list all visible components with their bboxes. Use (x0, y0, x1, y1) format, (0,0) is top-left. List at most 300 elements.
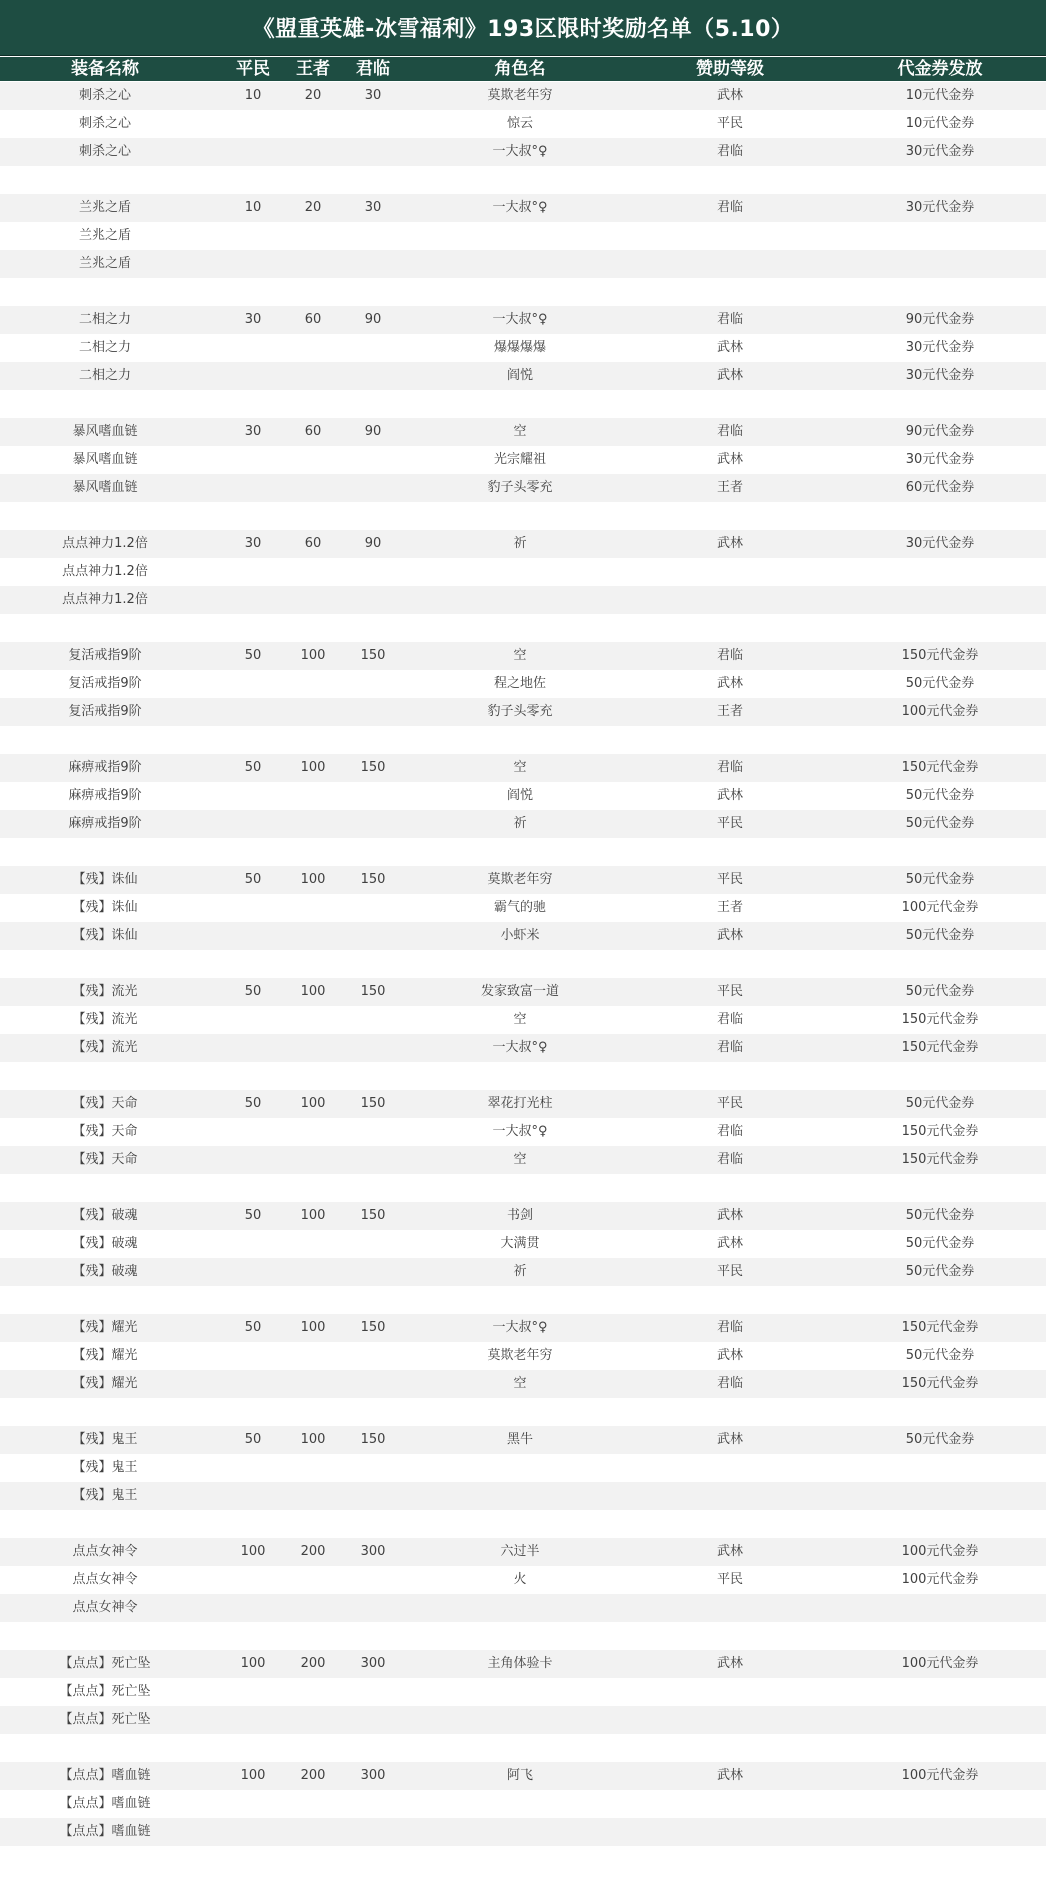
table-row (0, 810, 1046, 838)
cell-item-name (30, 1510, 180, 1538)
cell-sponsor-level: 平民 (716, 984, 743, 999)
cell-role-name (450, 250, 590, 278)
cell-sponsor-level: 君临 (716, 200, 743, 215)
cell-junlin: 300 (360, 1768, 386, 1783)
cell-sponsor-level: 君临 (716, 760, 743, 775)
cell-junlin (348, 1258, 398, 1286)
cell-junlin (348, 362, 398, 390)
cell-voucher (880, 950, 1000, 978)
cell-pingmin (228, 502, 278, 530)
cell-junlin (348, 1286, 398, 1314)
cell-pingmin (228, 782, 278, 810)
table-row (0, 1090, 1046, 1118)
cell-pingmin: 50 (244, 872, 262, 887)
cell-junlin (348, 138, 398, 166)
cell-sponsor-level (700, 1482, 760, 1510)
cell-sponsor-level: 武林 (716, 1768, 743, 1783)
cell-sponsor-level (700, 838, 760, 866)
cell-voucher (880, 726, 1000, 754)
cell-wangzhe: 60 (304, 536, 322, 551)
cell-voucher: 50元代金券 (905, 984, 975, 999)
cell-voucher: 30元代金券 (905, 452, 975, 467)
cell-role-name (450, 586, 590, 614)
cell-sponsor-level (700, 950, 760, 978)
cell-wangzhe (288, 110, 338, 138)
cell-voucher: 30元代金券 (905, 368, 975, 383)
cell-role-name: 发家致富一道 (480, 984, 559, 999)
cell-role-name (450, 1510, 590, 1538)
cell-sponsor-level: 武林 (716, 1432, 743, 1447)
table-row (0, 1454, 1046, 1482)
cell-item-name: 兰兆之盾 (78, 256, 131, 271)
table-row (0, 1650, 1046, 1678)
cell-voucher: 100元代金券 (901, 1544, 979, 1559)
cell-wangzhe (288, 1174, 338, 1202)
cell-sponsor-level (700, 586, 760, 614)
cell-role-name (450, 1790, 590, 1818)
cell-pingmin (228, 1594, 278, 1622)
cell-junlin (348, 1454, 398, 1482)
cell-junlin: 150 (360, 1096, 386, 1111)
cell-role-name: 空 (513, 648, 527, 663)
cell-voucher: 150元代金券 (901, 648, 979, 663)
cell-junlin (348, 1034, 398, 1062)
cell-voucher: 100元代金券 (901, 704, 979, 719)
cell-item-name: 复活戒指9阶 (68, 648, 142, 663)
cell-role-name (450, 502, 590, 530)
cell-item-name: 【残】天命 (72, 1096, 138, 1111)
cell-wangzhe (288, 1230, 338, 1258)
cell-voucher (880, 838, 1000, 866)
cell-junlin (348, 1342, 398, 1370)
cell-pingmin: 30 (244, 424, 262, 439)
cell-pingmin (228, 1174, 278, 1202)
cell-sponsor-level: 武林 (716, 1348, 743, 1363)
cell-item-name: 暴风嗜血链 (72, 452, 138, 467)
cell-item-name: 【残】诛仙 (72, 872, 138, 887)
cell-sponsor-level: 平民 (716, 116, 743, 131)
cell-role-name: 祈 (513, 536, 527, 551)
cell-role-name: 一大叔°♀ (492, 1320, 548, 1335)
cell-item-name: 【残】破魂 (72, 1208, 138, 1223)
table-row (0, 1202, 1046, 1230)
cell-item-name: 【残】诛仙 (72, 900, 138, 915)
cell-wangzhe (288, 138, 338, 166)
cell-item-name (30, 614, 180, 642)
cell-wangzhe (288, 1482, 338, 1510)
cell-role-name: 光宗耀祖 (493, 452, 546, 467)
cell-wangzhe (288, 278, 338, 306)
cell-item-name: 复活戒指9阶 (68, 676, 142, 691)
title-bar (0, 0, 1046, 56)
cell-junlin (348, 782, 398, 810)
cell-pingmin (228, 1258, 278, 1286)
cell-pingmin (228, 894, 278, 922)
cell-wangzhe (288, 1706, 338, 1734)
table-row (0, 1538, 1046, 1566)
cell-wangzhe (288, 1258, 338, 1286)
cell-sponsor-level (700, 1678, 760, 1706)
cell-pingmin (228, 922, 278, 950)
cell-wangzhe (288, 334, 338, 362)
cell-item-name: 兰兆之盾 (78, 200, 131, 215)
cell-voucher: 30元代金券 (905, 536, 975, 551)
cell-sponsor-level: 武林 (716, 1236, 743, 1251)
cell-wangzhe (288, 810, 338, 838)
cell-pingmin (228, 1370, 278, 1398)
cell-role-name: 豹子头零充 (487, 480, 553, 495)
cell-sponsor-level: 王者 (716, 900, 743, 915)
header-wangzhe: 王者 (296, 59, 330, 79)
table-row (0, 530, 1046, 558)
header-sponsor-level: 赞助等级 (696, 59, 764, 79)
cell-sponsor-level: 君临 (716, 424, 743, 439)
cell-pingmin (228, 1818, 278, 1846)
cell-voucher: 50元代金券 (905, 872, 975, 887)
cell-role-name (450, 1594, 590, 1622)
cell-role-name: 火 (513, 1572, 527, 1587)
table-row (0, 1594, 1046, 1622)
table-row (0, 222, 1046, 250)
page-title: 《盟重英雄-冰雪福利》193区限时奖励名单（5.10） (252, 17, 794, 42)
cell-pingmin: 30 (244, 536, 262, 551)
cell-role-name (450, 726, 590, 754)
cell-sponsor-level (700, 166, 760, 194)
cell-junlin (348, 502, 398, 530)
cell-pingmin (228, 446, 278, 474)
cell-voucher: 50元代金券 (905, 1096, 975, 1111)
cell-wangzhe (288, 1146, 338, 1174)
cell-junlin (348, 278, 398, 306)
cell-wangzhe (288, 614, 338, 642)
table-row (0, 782, 1046, 810)
cell-junlin (348, 1622, 398, 1650)
cell-voucher (880, 1678, 1000, 1706)
cell-wangzhe (288, 250, 338, 278)
cell-sponsor-level: 武林 (716, 368, 743, 383)
cell-pingmin (228, 1734, 278, 1762)
cell-junlin (348, 726, 398, 754)
cell-voucher: 150元代金券 (901, 1124, 979, 1139)
cell-sponsor-level: 平民 (716, 1572, 743, 1587)
cell-sponsor-level: 君临 (716, 1320, 743, 1335)
table-row (0, 1762, 1046, 1790)
cell-junlin: 150 (360, 648, 386, 663)
cell-item-name: 【点点】嗜血链 (59, 1768, 151, 1783)
cell-role-name (450, 558, 590, 586)
cell-sponsor-level (700, 558, 760, 586)
cell-sponsor-level: 平民 (716, 872, 743, 887)
cell-wangzhe: 100 (300, 760, 326, 775)
cell-pingmin: 50 (244, 1320, 262, 1335)
cell-pingmin (228, 1034, 278, 1062)
table-row (0, 194, 1046, 222)
table-row (0, 1790, 1046, 1818)
table-row (0, 1622, 1046, 1650)
cell-sponsor-level (700, 1594, 760, 1622)
cell-wangzhe (288, 1622, 338, 1650)
cell-junlin (348, 1678, 398, 1706)
table-row (0, 334, 1046, 362)
cell-junlin (348, 950, 398, 978)
cell-junlin (348, 698, 398, 726)
cell-voucher: 50元代金券 (905, 1348, 975, 1363)
cell-voucher: 30元代金券 (905, 200, 975, 215)
cell-item-name (30, 1734, 180, 1762)
cell-wangzhe (288, 502, 338, 530)
cell-role-name: 霸气的驰 (493, 900, 546, 915)
cell-pingmin: 50 (244, 984, 262, 999)
table-row (0, 138, 1046, 166)
table-row (0, 1426, 1046, 1454)
cell-junlin (348, 1230, 398, 1258)
cell-voucher (880, 278, 1000, 306)
cell-role-name: 空 (513, 1152, 527, 1167)
cell-junlin (348, 1062, 398, 1090)
cell-voucher (880, 1062, 1000, 1090)
cell-sponsor-level (700, 1062, 760, 1090)
cell-wangzhe (288, 894, 338, 922)
cell-junlin (348, 670, 398, 698)
cell-wangzhe (288, 1566, 338, 1594)
cell-item-name (30, 726, 180, 754)
cell-junlin (348, 446, 398, 474)
cell-wangzhe: 100 (300, 1096, 326, 1111)
cell-sponsor-level (700, 1790, 760, 1818)
cell-junlin (348, 1146, 398, 1174)
cell-pingmin: 50 (244, 760, 262, 775)
cell-junlin (348, 1594, 398, 1622)
cell-role-name: 空 (513, 1012, 527, 1027)
cell-pingmin (228, 670, 278, 698)
cell-sponsor-level: 武林 (716, 676, 743, 691)
cell-item-name: 麻痹戒指9阶 (68, 760, 142, 775)
cell-pingmin (228, 1230, 278, 1258)
cell-junlin (348, 558, 398, 586)
cell-voucher (880, 1286, 1000, 1314)
cell-role-name (450, 1818, 590, 1846)
table-row (0, 1678, 1046, 1706)
table-row (0, 1118, 1046, 1146)
cell-sponsor-level: 王者 (716, 704, 743, 719)
cell-item-name: 【残】破魂 (72, 1264, 138, 1279)
cell-role-name (450, 222, 590, 250)
cell-sponsor-level (700, 1622, 760, 1650)
cell-wangzhe (288, 782, 338, 810)
cell-item-name: 二相之力 (78, 340, 131, 355)
cell-wangzhe (288, 166, 338, 194)
table-row (0, 1342, 1046, 1370)
table-row (0, 1706, 1046, 1734)
cell-role-name (450, 1062, 590, 1090)
cell-role-name: 一大叔°♀ (492, 144, 548, 159)
cell-item-name: 麻痹戒指9阶 (68, 816, 142, 831)
cell-wangzhe: 100 (300, 1320, 326, 1335)
cell-item-name: 暴风嗜血链 (72, 424, 138, 439)
cell-wangzhe (288, 390, 338, 418)
cell-wangzhe (288, 922, 338, 950)
cell-pingmin: 50 (244, 1208, 262, 1223)
cell-voucher: 150元代金券 (901, 1152, 979, 1167)
cell-voucher (880, 390, 1000, 418)
cell-role-name: 一大叔°♀ (492, 200, 548, 215)
cell-sponsor-level (700, 1174, 760, 1202)
cell-junlin (348, 1398, 398, 1426)
cell-junlin: 300 (360, 1656, 386, 1671)
cell-voucher (880, 558, 1000, 586)
cell-item-name: 点点神力1.2倍 (62, 536, 148, 551)
cell-wangzhe (288, 950, 338, 978)
cell-item-name: 暴风嗜血链 (72, 480, 138, 495)
cell-sponsor-level: 君临 (716, 1376, 743, 1391)
cell-wangzhe (288, 1790, 338, 1818)
cell-sponsor-level: 武林 (716, 536, 743, 551)
cell-item-name (30, 166, 180, 194)
cell-role-name (450, 1286, 590, 1314)
cell-sponsor-level (700, 278, 760, 306)
cell-junlin: 150 (360, 984, 386, 999)
table-row (0, 670, 1046, 698)
table-row (0, 166, 1046, 194)
cell-role-name: 莫欺老年穷 (487, 1348, 553, 1363)
cell-junlin: 150 (360, 1320, 386, 1335)
cell-voucher (880, 1174, 1000, 1202)
table-row (0, 922, 1046, 950)
table-row (0, 950, 1046, 978)
cell-sponsor-level: 武林 (716, 788, 743, 803)
cell-pingmin (228, 278, 278, 306)
cell-pingmin: 10 (244, 88, 262, 103)
cell-wangzhe: 100 (300, 872, 326, 887)
cell-pingmin: 100 (240, 1656, 266, 1671)
cell-junlin (348, 1818, 398, 1846)
cell-item-name: 【残】鬼王 (72, 1460, 138, 1475)
cell-wangzhe (288, 1510, 338, 1538)
cell-role-name: 爆爆爆爆 (493, 340, 546, 355)
cell-sponsor-level: 君临 (716, 1012, 743, 1027)
table-row (0, 502, 1046, 530)
cell-item-name: 【残】流光 (72, 984, 138, 999)
cell-role-name (450, 1678, 590, 1706)
cell-wangzhe (288, 1818, 338, 1846)
table-row (0, 1006, 1046, 1034)
cell-voucher: 150元代金券 (901, 1040, 979, 1055)
cell-voucher (880, 250, 1000, 278)
cell-wangzhe (288, 558, 338, 586)
cell-voucher: 50元代金券 (905, 1264, 975, 1279)
table-row (0, 726, 1046, 754)
cell-sponsor-level: 王者 (716, 480, 743, 495)
cell-sponsor-level: 平民 (716, 816, 743, 831)
table-row (0, 306, 1046, 334)
cell-item-name: 【残】耀光 (72, 1348, 138, 1363)
cell-item-name: 刺杀之心 (78, 116, 131, 131)
cell-wangzhe: 200 (300, 1768, 326, 1783)
cell-sponsor-level (700, 502, 760, 530)
cell-voucher (880, 222, 1000, 250)
cell-sponsor-level: 武林 (716, 88, 743, 103)
cell-pingmin (228, 334, 278, 362)
cell-pingmin (228, 1146, 278, 1174)
cell-wangzhe (288, 222, 338, 250)
cell-item-name (30, 278, 180, 306)
cell-junlin (348, 1734, 398, 1762)
cell-voucher (880, 1454, 1000, 1482)
cell-pingmin: 10 (244, 200, 262, 215)
cell-sponsor-level (700, 1734, 760, 1762)
table-row (0, 1482, 1046, 1510)
cell-pingmin (228, 390, 278, 418)
cell-voucher: 50元代金券 (905, 928, 975, 943)
cell-junlin (348, 894, 398, 922)
cell-junlin (348, 810, 398, 838)
cell-role-name: 莫欺老年穷 (487, 88, 553, 103)
cell-sponsor-level (700, 1706, 760, 1734)
table-row (0, 1734, 1046, 1762)
cell-sponsor-level (700, 390, 760, 418)
cell-voucher: 50元代金券 (905, 788, 975, 803)
table-row (0, 110, 1046, 138)
cell-junlin (348, 1006, 398, 1034)
cell-sponsor-level: 平民 (716, 1096, 743, 1111)
cell-voucher: 150元代金券 (901, 1012, 979, 1027)
table-row (0, 894, 1046, 922)
cell-item-name: 【残】耀光 (72, 1320, 138, 1335)
cell-item-name (30, 502, 180, 530)
cell-wangzhe: 200 (300, 1544, 326, 1559)
cell-wangzhe: 100 (300, 1208, 326, 1223)
table-row (0, 1258, 1046, 1286)
cell-voucher: 90元代金券 (905, 312, 975, 327)
cell-role-name (450, 166, 590, 194)
cell-voucher (880, 1482, 1000, 1510)
header-junlin: 君临 (356, 59, 390, 79)
cell-role-name: 阎悦 (506, 368, 533, 383)
cell-sponsor-level (700, 1818, 760, 1846)
cell-role-name: 空 (513, 1376, 527, 1391)
cell-item-name: 【点点】死亡坠 (59, 1684, 151, 1699)
cell-item-name: 【残】流光 (72, 1040, 138, 1055)
cell-junlin (348, 166, 398, 194)
table-row (0, 1062, 1046, 1090)
cell-item-name (30, 1174, 180, 1202)
cell-wangzhe (288, 670, 338, 698)
cell-sponsor-level: 武林 (716, 452, 743, 467)
cell-wangzhe (288, 1342, 338, 1370)
cell-voucher (880, 1398, 1000, 1426)
table-row (0, 1174, 1046, 1202)
cell-role-name (450, 1482, 590, 1510)
cell-junlin: 90 (364, 312, 382, 327)
cell-junlin: 30 (364, 88, 382, 103)
cell-role-name: 祈 (513, 816, 527, 831)
table-row (0, 390, 1046, 418)
cell-voucher (880, 1510, 1000, 1538)
cell-role-name: 六过半 (500, 1544, 540, 1559)
table-row (0, 754, 1046, 782)
cell-wangzhe (288, 1398, 338, 1426)
cell-item-name: 刺杀之心 (78, 88, 131, 103)
cell-pingmin (228, 614, 278, 642)
cell-item-name: 【点点】死亡坠 (59, 1656, 151, 1671)
table-header (0, 57, 1046, 81)
cell-sponsor-level (700, 614, 760, 642)
cell-sponsor-level (700, 1510, 760, 1538)
cell-sponsor-level (700, 1286, 760, 1314)
cell-item-name: 【残】流光 (72, 1012, 138, 1027)
cell-junlin (348, 390, 398, 418)
table-row (0, 418, 1046, 446)
